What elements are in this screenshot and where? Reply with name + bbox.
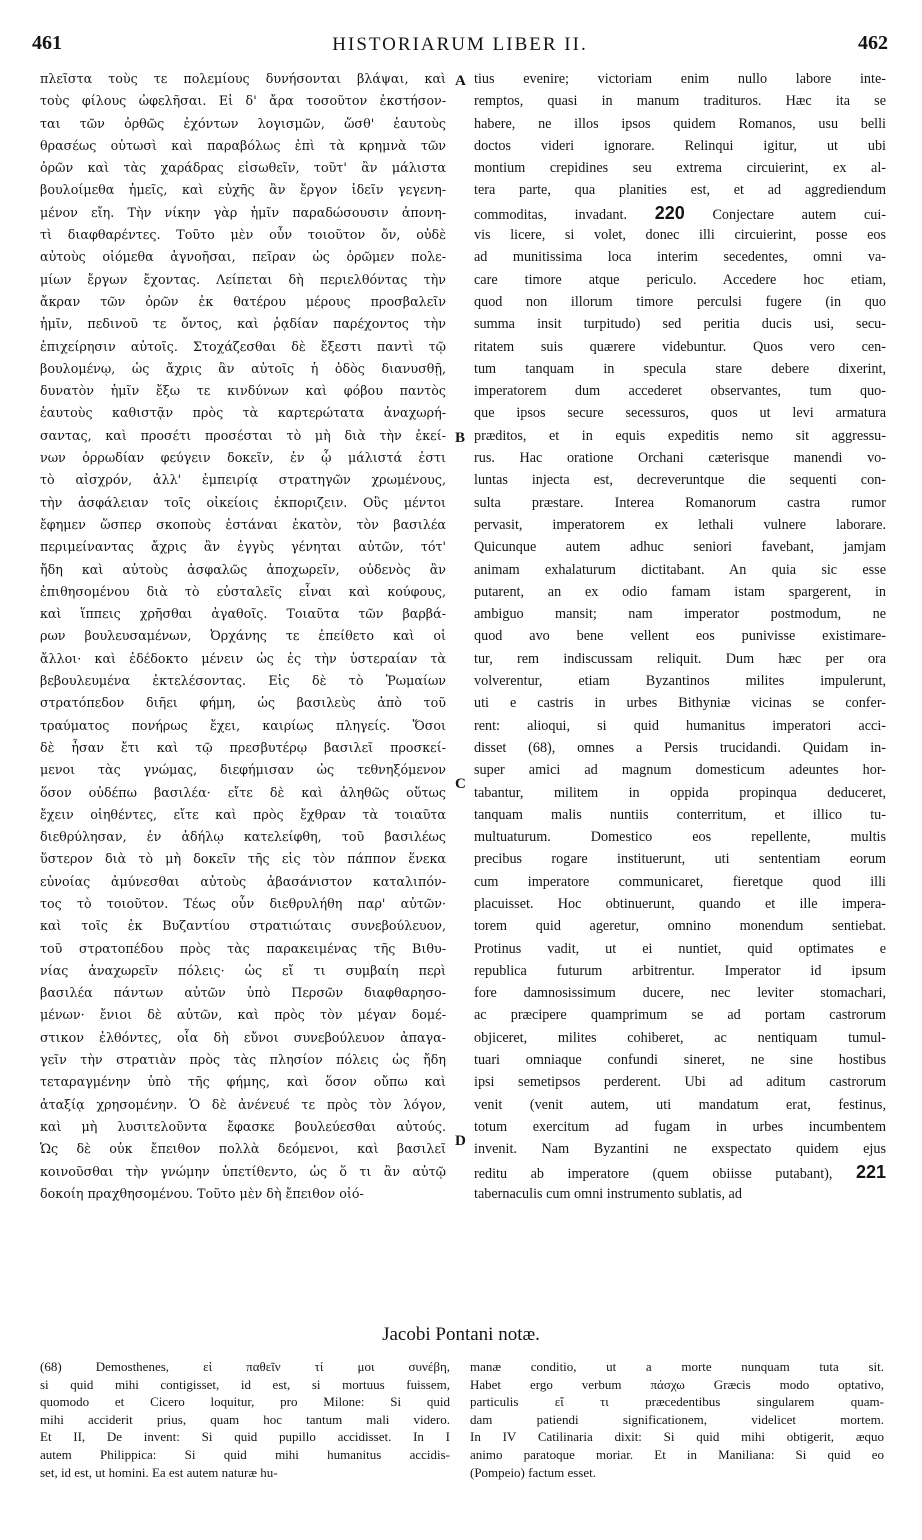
latin-text-line: disset (68), omnes a Persis trucidandi. Quidam in- (474, 739, 886, 756)
note-line: animo paratoque moriar. Et in Maniliana: Si quid eo (470, 1446, 884, 1462)
note-line: manæ conditio, ut a morte nunquam tuta sit. (470, 1359, 884, 1374)
running-header (32, 32, 888, 66)
note-line: (68) Demosthenes, εἰ παθεῖν τί μοι συνέβη, (40, 1359, 450, 1374)
latin-text-line: totum exercitum ad fugam in urbes incumbentem (474, 1118, 886, 1135)
latin-text-line: Quicunque autem adhuc seniori favebant, jamjam (474, 539, 886, 556)
latin-text-line (474, 1161, 886, 1183)
greek-text-line: πλεῖστα τοὺς τε πολεμίους δυνήσονται βλάψαι, καὶ (40, 71, 446, 86)
greek-text-line: ἔχειν οἰηθέντες, εἴτε καὶ πρὸς ἔχθραν τὰ τοιαῦτα (40, 806, 446, 822)
note-line: set, id est, ut homini. Ea est autem naturæ hu- (40, 1464, 278, 1480)
page-number-left: 461 (32, 32, 62, 54)
latin-text-line: placuisset. Hoc obtinuerunt, quando et ille impera- (474, 895, 886, 912)
latin-text-line: precibus rogare instituerunt, uti sententiam eorum (474, 851, 886, 868)
greek-text-column (40, 68, 446, 1318)
greek-text-line: μενοι τὰς γνώμας, διεφήμισαν ὡς τεθνηξόμενον (40, 762, 446, 778)
latin-text-line: rus. Hac oratione Orchani cæterisque manendi vo- (474, 450, 886, 467)
latin-text-line: ac præcipere quamprimum se ad portam castrorum (474, 1007, 886, 1024)
latin-text-line: ritatem suis quærere videbuntur. Quos vero cen- (474, 338, 886, 355)
note-line: (Pompeio) factum esset. (470, 1464, 596, 1480)
latin-text-line: luntas injecta est, decreveruntque die sequenti con- (474, 472, 886, 489)
greek-text-line: εὐνοίας ἀμύνεσθαι αὐτοὺς ἀβασάνιστον καταλιπόν- (40, 873, 446, 889)
greek-text-line: ἄκραν τῶν ὀρῶν ἐκ θατέρου μέρους προσβαλεῖν (40, 293, 446, 309)
greek-text-line: τραύματος πονήρως ἔχει, καιρίως πληγείς. Ὅσοι (40, 717, 446, 733)
greek-text-line: καὶ ἵππεις χρῆσθαι ἀγαθοῖς. Τοιαῦτα τῶν βαρβά- (40, 606, 446, 622)
latin-line-text: reditu ab imperatore (quem obiisse putabant), (474, 1165, 833, 1182)
greek-text-line: ρων βουλευσαμένων, Ὀρχάνης τε ἐπείθετο καὶ οἱ (40, 628, 446, 644)
greek-text-line: καὶ μὴ λυσιτελοῦντα ἔφασκε βουλεύεσθαι αὐτούς. (40, 1118, 446, 1134)
note-line: Et II, De invent: Si quid pupillo accidisset. In I (40, 1429, 450, 1445)
greek-text-line: ἤδη καὶ αὐτοὺς ἀσφαλῶς ἀποχωρεῖν, οὐδενὸς ἂν (40, 561, 446, 577)
notes-heading: Jacobi Pontani notæ. (382, 1324, 540, 1345)
greek-text-line: δὲ ἦσαν ἔτι καὶ τῷ πρεσβυτέρῳ βασιλεῖ προσκεί- (40, 739, 446, 755)
latin-text-line: multuaturum. Domestico eos repellente, multis (474, 829, 886, 846)
greek-text-line: ἐπιχείρησιν αὐτοῖς. Στοχάζεσθαι δὲ ἔξεστι παντὶ τῷ (40, 338, 446, 354)
latin-line-text: commoditas, invadant. (474, 206, 627, 223)
note-line: particulis εἴ τι præcedentibus singularem quam- (470, 1394, 884, 1410)
margin-letter-b: B (455, 430, 466, 446)
greek-text-line: ἀταξίᾳ χρησομένην. Ὁ δὲ ἀνένευέ τε πρὸς τὸν λόγον, (40, 1096, 446, 1112)
latin-text-line: imperatorem dum accederet observantes, tum quo- (474, 383, 886, 400)
latin-text-line: tius evenire; victoriam enim nullo labore inte- (474, 71, 886, 87)
greek-text-line: τοῦ στρατοπέδου πρὸς τὰς παρακειμένας τῆς Βιθυ- (40, 940, 446, 956)
section-number: 221 (855, 1161, 886, 1182)
latin-text-line: quod avo bene vellent eos punivisse existimare- (474, 628, 886, 645)
latin-text-line: summa insit turpitudo) sed peritia ducis usi, secu- (474, 316, 886, 333)
latin-text-line: care timore atque periculo. Accedere hoc etiam, (474, 271, 886, 288)
latin-text-line: que ipsos secure secessuros, quos ut levi armatura (474, 405, 886, 422)
greek-text-line: κοινοῦσθαι τὴν γνώμην ὑπετίθεντο, ὡς ὅ τι ἂν αὐτῷ (40, 1163, 446, 1179)
latin-text-line: invenit. Nam Byzantini ne exspectato quidem ejus (474, 1141, 886, 1158)
latin-text-line: ipsi semetipsos perderent. Ubi ad aditum castrorum (474, 1074, 886, 1091)
latin-text-line: uti e castris in urbes Bithyniæ vicinas se confer- (474, 695, 886, 712)
latin-text-line: montium crepidines seu extrema circuierint, ex al- (474, 160, 886, 177)
latin-text-line: doctos videri ignorare. Relinqui igitur, ut ubi (474, 137, 886, 154)
greek-text-line: περιμείναντας ἄχρις ἂν ἐγγὺς γένηται αὐτῶν, τότ' (40, 539, 446, 555)
margin-letter-c: C (455, 776, 466, 792)
greek-text-line: δοκοίη πραχθησομένου. Τοῦτο μὲν δὴ ἔπειθον οἰό- (40, 1185, 364, 1201)
greek-text-line: ἐπιθησομένου διὰ τὸ εὐσταλεῖς εἶναι καὶ κούφους, (40, 583, 446, 599)
latin-text-line: venit (venit autem, uti mandatum erat, festinus, (474, 1096, 886, 1113)
note-line: mihi acciderit prius, quam hoc tantum mali videro. (40, 1411, 450, 1427)
greek-text-line: ὕστερον διὰ τὸ μὴ δοκεῖν τῆς εἰς τὸν πάππον ἕνεκα (40, 851, 446, 867)
greek-text-line: νίας ἀναχωρεῖν πόλεις· ὡς εἴ τι συμβαίη περὶ (40, 962, 446, 978)
latin-text-line: tabantur, militem in oppida propinqua deduceret, (474, 784, 886, 801)
greek-text-line: θρασέως οὑτωσὶ καὶ παραβόλως ἐπὶ τὰ κρημνὰ τῶν (40, 137, 446, 153)
greek-text-line: Ὡς δὲ οὐκ ἔπειθον πολλὰ δεόμενοι, καὶ βασιλεῖ (40, 1141, 446, 1157)
latin-text-line: ambiguo mansit; nam imperator postmodum, ne (474, 606, 886, 623)
latin-text-line: quod non illorum timore perculsi fugere (in quo (474, 293, 886, 310)
greek-text-line: βουλομένῳ, ὡς ἄχρις ἂν αὐτοῖς ἡ ὁδὸς διανυσθῇ, (40, 360, 446, 376)
note-line: dam patiendi significationem, videlicet mortem. (470, 1411, 884, 1427)
latin-text-line (474, 202, 886, 224)
notes-left-column (40, 1358, 450, 1508)
latin-text-column (474, 68, 886, 1318)
greek-text-line: μένον εἴη. Τὴν νίκην γὰρ ἡμῖν παραδώσουσιν ἀπονη- (40, 204, 446, 220)
greek-text-line: τὶ διαφθαρέντες. Τοῦτο μὲν οὖν τοιοῦτον ὄν, οὐδὲ (40, 227, 446, 243)
latin-text-line: torem quid ageretur, omnino monendum sentiebat. (474, 918, 886, 935)
greek-text-line: βασιλέα πάντων αὐτῶν ὑπὸ Περσῶν διαφθαρησο- (40, 985, 446, 1001)
note-line: In IV Catilinaria dixit: Si quid mihi obtigerit, æquo (470, 1429, 884, 1445)
greek-text-line: νων ὀρρωδίαν φεύγειν δοκεῖν, ἐν ᾧ μάλιστά ἐστι (40, 450, 446, 466)
latin-line-text: Conjectare autem cui- (712, 206, 886, 223)
latin-text-line: republica futurum arbitrentur. Imperator id ipsum (474, 962, 886, 979)
note-line: quomodo et Cicero loquitur, pro Milone: Si quid (40, 1394, 450, 1410)
latin-text-line: cum imperatore communicaret, fieretque quod illi (474, 873, 886, 890)
greek-text-line: αὐτοὺς οἰόμεθα ἀγνοῆσαι, πεῖραν ὡς ὁρῶμεν πολε- (40, 249, 446, 265)
greek-text-line: ἄλλοι· καὶ ἐδέδοκτο μένειν ὡς ἐς τὴν ὑστεραίαν τὰ (40, 650, 446, 666)
notes-right-column (470, 1358, 884, 1508)
latin-text-line: tabernaculis cum omni instrumento sublatis, ad (474, 1185, 742, 1202)
latin-text-line: super amici ad magnum domesticum adeuntes hor- (474, 762, 886, 779)
latin-text-line: tuari omniaque confundi sineret, ne sine hostibus (474, 1052, 886, 1069)
page-number-right: 462 (858, 32, 888, 54)
greek-text-line: σαντας, καὶ προσέτι προσέσται τὸ μὴ διὰ τὴν ἐκεί- (40, 427, 446, 443)
greek-text-line: ὀρῶν καὶ τὰς χαράδρας εἰσωθεῖν, τοῦτ' ἂν μάλιστα (40, 160, 446, 176)
latin-text-line: rent: alioqui, si quid humanitus imperatori acci- (474, 717, 886, 734)
latin-text-line: animam exhalaturum dictitabant. An quia sic esse (474, 561, 886, 578)
running-title: HISTORIARUM LIBER II. (332, 34, 588, 55)
greek-text-line: βεβουλευμένα ἐκτελέσοντας. Εἰς δὲ τὸ Ῥωμαίων (40, 673, 446, 689)
latin-text-line: tera parte, qua planities est, et ad aggrediendum (474, 182, 886, 199)
greek-text-line: ὅσον οὐδέπω βασιλέα· εἴτε δὲ καὶ ἀληθῶς οὕτως (40, 784, 446, 800)
greek-text-line: μένων· ἔνιοι δὲ αὐτῶν, καὶ πρὸς τὸν μέγαν δομέ- (40, 1007, 446, 1023)
section-number: 220 (654, 202, 685, 223)
greek-text-line: ἡμῖν, πεδινοῦ τε ὄντος, καὶ ῥᾳδίαν παρέχοντος τὴν (40, 316, 446, 332)
latin-text-line: Protinus vadit, ut ei nuntiet, quid optimates e (474, 940, 886, 957)
latin-text-line: remptos, quasi in manum tradituros. Hæc ita se (474, 93, 886, 110)
greek-text-line: στικον ἐλθόντες, οἷα δὴ εὔνοι συνεβούλευον ἀπαγα- (40, 1029, 446, 1045)
greek-text-line: ἔφημεν ὥσπερ σκοποὺς ἑστάναι ἑκατὸν, τὸν βασιλέα (40, 516, 446, 532)
latin-text-line: habere, ne illos ipsos quidem Romanos, usu belli (474, 115, 886, 132)
latin-text-line: vis licere, si volet, donec illi circuierint, posse eos (474, 227, 886, 244)
latin-text-line: tanquam malis nuntiis conterritum, et illico tu- (474, 806, 886, 823)
greek-text-line: ἑαυτοὺς καθιστᾷν πρὸς τὰ καρτερώτατα ἀναχωρή- (40, 405, 446, 421)
greek-text-line: καὶ τοῖς ἐκ Βυζαντίου στρατιώταις συνεβούλευον, (40, 918, 446, 934)
latin-text-line: volverentur, etiam Byzantinos milites impulerunt, (474, 673, 886, 690)
greek-text-line: βουλοίμεθα ἡμεῖς, καὶ εὐχῆς ἂν ἔργον ἰδεῖν γεγενη- (40, 182, 446, 198)
latin-text-line: sulta præstare. Interea Romanorum castra rumor (474, 494, 886, 511)
greek-text-line: τὸ αἰσχρόν, ἀλλ' ἐμπειρίᾳ στρατηγῶν χρωμένους, (40, 472, 446, 488)
note-line: si quid mihi contigisset, id est, si mortuus fuissem, (40, 1376, 450, 1392)
latin-text-line: putarent, an ex odio famam istam spargerent, in (474, 583, 886, 600)
latin-text-line: præditos, et in equis expeditis nemo sit aggressu- (474, 427, 886, 444)
note-line: autem Philippica: Si quid mihi humanitus accidis- (40, 1446, 450, 1462)
latin-text-line: tum tanquam in specula stare debere dixerint, (474, 360, 886, 377)
latin-text-line: pervasit, imperatorem ex lethali vulnere laborare. (474, 516, 886, 533)
greek-text-line: μίων ἔργων ἔχοντας. Λείπεται δὴ περιελθόντας τὴν (40, 271, 446, 287)
greek-text-line: τος τὸ τοιοῦτον. Τέως οὖν διεθρυλήθη παρ' αὐτῶν· (40, 895, 446, 911)
greek-text-line: τεταραγμένην ὑπὸ τῆς φήμης, καὶ ὅσον οὔπω καὶ (40, 1074, 446, 1090)
margin-letter-d: D (455, 1133, 466, 1149)
greek-text-line: ται τῶν ὀρθῶς ἐχόντων λογισμῶν, ὥσθ' ἑαυτοὺς (40, 115, 446, 131)
greek-text-line: δυνατὸν ἡμῖν ἔξω τε κινδύνων καὶ φόβου παντὸς (40, 383, 446, 399)
greek-text-line: γεῖν τὴν στρατιὰν πρὸς τὰς πλησίον πόλεις ὡς ἤδη (40, 1052, 446, 1068)
greek-text-line: στρατόπεδον διῆει φήμη, ὡς βασιλεὺς ἀπὸ τοῦ (40, 695, 446, 711)
note-line: Habet ergo verbum πάσχω Græcis modo optativo, (470, 1376, 884, 1392)
greek-text-line: τὴν ἀσφάλειαν τοῖς οἰκείοις ἐκποριζειν. Οὓς μέντοι (40, 494, 446, 510)
greek-text-line: διεθρύλησαν, ἐν ἀδήλῳ κατελείφθη, τοῦ βασιλέως (40, 829, 446, 845)
latin-text-line: tur, rem indiscussam reliquit. Dum hæc per ora (474, 650, 886, 667)
latin-text-line: objiceret, milites cohiberet, ac nentiquam tumul- (474, 1029, 886, 1046)
latin-text-line: ad munitissima loca interim secedentes, omni va- (474, 249, 886, 266)
margin-letter-a: A (455, 73, 466, 89)
greek-text-line: τοὺς φίλους ὠφελῆσαι. Εἰ δ' ἄρα τοσοῦτον ἐκστήσον- (40, 93, 446, 109)
latin-text-line: fore damnosissimum ducere, nec leviter stomachari, (474, 985, 886, 1002)
